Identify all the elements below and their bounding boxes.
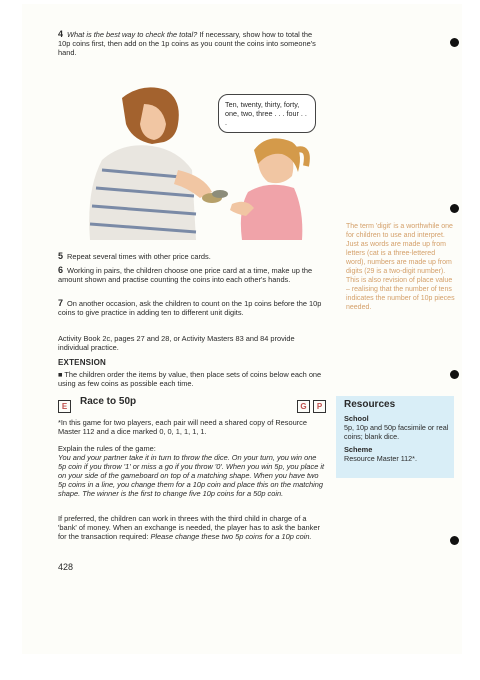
book-page bbox=[22, 4, 462, 654]
banker-text: If preferred, the children can work in threes with the third child in charge of a 'bank' of money. When an exchange is needed, the player has to ask the banker for the transaction required: bbox=[58, 514, 320, 541]
school-text: 5p, 10p and 50p facsimile or real coins; blank dice. bbox=[344, 423, 449, 441]
game-rules bbox=[58, 444, 326, 498]
school-label: School bbox=[344, 414, 369, 423]
binding-hole-dot bbox=[450, 536, 459, 545]
banker-quote: Please change these two 5p coins for a 10p coin. bbox=[150, 532, 312, 541]
bullet-icon: ■ bbox=[58, 370, 63, 379]
paragraph-text: Repeat several times with other price cards. bbox=[67, 252, 211, 261]
paragraph-6 bbox=[58, 266, 326, 284]
paragraph-number: 7 bbox=[58, 298, 64, 308]
scheme-label: Scheme bbox=[344, 445, 373, 454]
pair-badge-p: P bbox=[313, 400, 326, 413]
resources-heading: Resources bbox=[344, 399, 396, 410]
game-badge-e: E bbox=[58, 400, 71, 413]
rules-text: You and your partner take it in turn to throw the dice. On your turn, you win one 5p coin if you throw '1' or miss a go if you throw '0'. When you win 5p, you place it on your side of the gameboard on top of a matching shape. When you have two 5p coins in a line, you change them for a 10p coin and place this on the matching shape. The winner is the first to change five 10p coins for a 50p coin. bbox=[58, 453, 325, 498]
game-title: Race to 50p bbox=[80, 396, 137, 407]
group-badges bbox=[294, 396, 326, 414]
extension-heading: EXTENSION bbox=[58, 358, 107, 367]
activity-reference: Activity Book 2c, pages 27 and 28, or Activity Masters 83 and 84 provide individual practice. bbox=[58, 334, 295, 352]
binding-hole-dot bbox=[450, 204, 459, 213]
group-badge-g: G bbox=[297, 400, 310, 413]
page-number: 428 bbox=[58, 562, 74, 572]
binding-hole-dot bbox=[450, 38, 459, 47]
scheme-text: Resource Master 112*. bbox=[344, 454, 417, 463]
game-header bbox=[58, 396, 326, 414]
paragraph-text: On another occasion, ask the children to count on the 1p coins before the 10p coins to give practice in adding ten to different unit digits. bbox=[58, 299, 322, 317]
banker-variant bbox=[58, 514, 326, 541]
extension-body: The children order the items by value, then place sets of coins below each one using as few coins as possible each time. bbox=[58, 370, 322, 388]
game-intro: *In this game for two players, each pair will need a shared copy of Resource Master 112 and a dice marked 0, 0, 1, 1, 1, 1. bbox=[58, 418, 307, 436]
paragraph-number: 5 bbox=[58, 251, 64, 261]
speech-bubble: Ten, twenty, thirty, forty, one, two, three . . . four . . . bbox=[218, 94, 316, 133]
paragraph-number: 6 bbox=[58, 265, 64, 275]
rules-lead: Explain the rules of the game: bbox=[58, 444, 156, 453]
question-4 bbox=[58, 30, 326, 57]
question-number: 4 bbox=[58, 29, 64, 39]
question-instructions: If necessary, show how to total the 10p coins first, then add on the 1p coins as you count the coins into someone's hand. bbox=[58, 30, 316, 57]
extension-text bbox=[58, 370, 326, 388]
side-note: The term 'digit' is a worthwhile one for children to use and interpret. Just as words are made up from letters (cat is a three-lettered word), numbers are made up from digits (29 is a two-digit number). This is also revision of place value – realising that the number of tens indicates the number of 10p pieces needed. bbox=[346, 223, 455, 311]
paragraph-5 bbox=[58, 252, 326, 261]
resources-box bbox=[336, 396, 454, 478]
paragraph-7 bbox=[58, 299, 326, 317]
paragraph-text: Working in pairs, the children choose one price card at a time, make up the amount shown and practise counting the coins into each other's hands. bbox=[58, 266, 313, 284]
binding-hole-dot bbox=[450, 370, 459, 379]
question-text: What is the best way to check the total? bbox=[67, 30, 198, 39]
